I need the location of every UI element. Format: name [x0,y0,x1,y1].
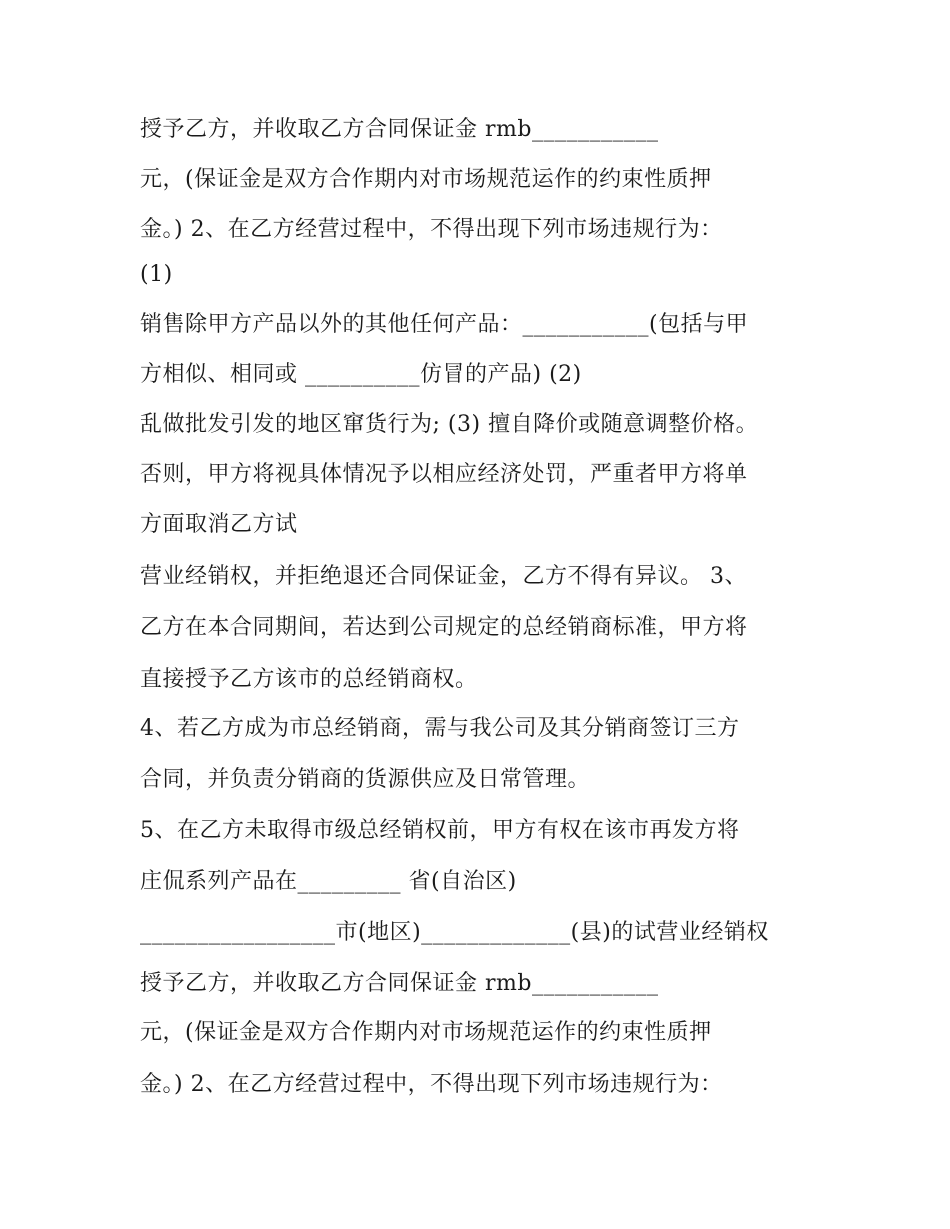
text-line: 方相似、相同或 __________仿冒的产品) (2) [140,362,582,387]
text-line: (1) [140,262,173,287]
text-line: 元，(保证金是双方合作期内对市场规范运作的约束性质押 [140,1020,712,1045]
text-line: 5、在乙方未取得市级总经销权前，甲方有权在该市再发方将 [140,818,740,843]
text-line: 乱做批发引发的地区窜货行为; (3) 擅自降价或随意调整价格。 [140,412,759,437]
text-line: 方面取消乙方试 [140,512,298,537]
text-line: 销售除甲方产品以外的其他任何产品：___________(包括与甲 [140,312,749,337]
text-line: 金。) 2、在乙方经营过程中，不得出现下列市场违规行为： [140,1072,723,1097]
text-line: 庄侃系列产品在_________ 省(自治区) [140,869,517,894]
text-line: _________________市(地区)_____________(县)的试营业经销权 [140,920,769,945]
text-line: 4、若乙方成为市总经销商，需与我公司及其分销商签订三方 [140,716,740,741]
text-line: 营业经销权，并拒绝退还合同保证金，乙方不得有异议。 3、 [140,564,747,589]
text-line: 金。) 2、在乙方经营过程中，不得出现下列市场违规行为： [140,217,723,242]
text-line: 乙方在本合同期间，若达到公司规定的总经销商标准，甲方将 [140,615,748,640]
text-line: 直接授予乙方该市的总经销商权。 [140,667,478,692]
text-line: 合同，并负责分销商的货源供应及日常管理。 [140,767,591,792]
text-line: 元，(保证金是双方合作期内对市场规范运作的约束性质押 [140,167,712,192]
text-line: 授予乙方，并收取乙方合同保证金 rmb___________ [140,971,659,996]
text-line: 授予乙方，并收取乙方合同保证金 rmb___________ [140,117,659,142]
text-line: 否则，甲方将视具体情况予以相应经济处罚，严重者甲方将单 [140,462,748,487]
